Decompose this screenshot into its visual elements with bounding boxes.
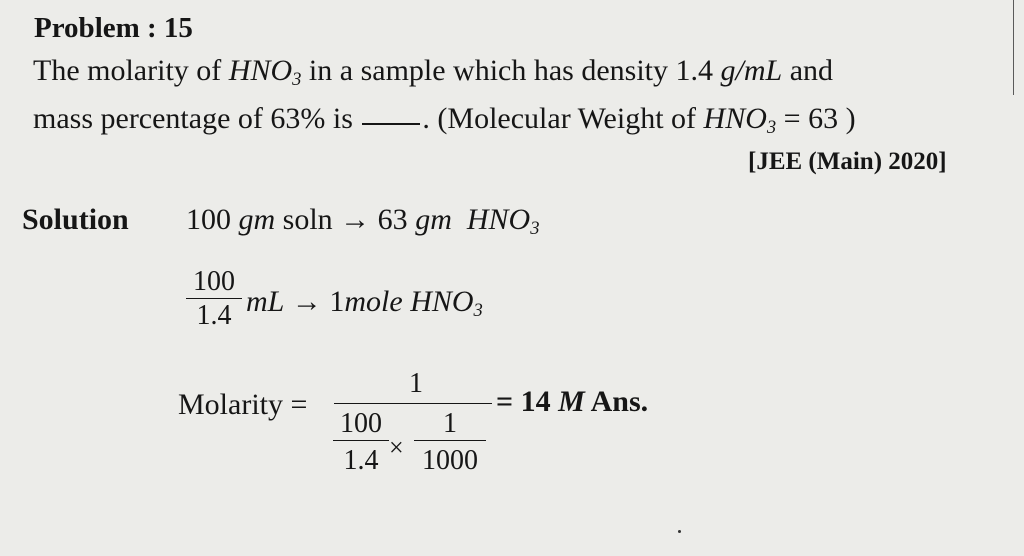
unit-molar: M <box>558 385 585 418</box>
unit-gm: gm <box>415 203 452 236</box>
fraction-100-over-1.4 <box>186 266 242 333</box>
unit-ml: mL <box>246 285 285 318</box>
main-fraction-bar <box>334 403 492 404</box>
solution-step-1: 100 gm soln → 63 gm $HNO_3$ <box>186 203 540 240</box>
solution-step-2: mL → 1mole $HNO_3$ <box>246 285 483 322</box>
formula-hno3: $HNO_3$ <box>703 102 777 139</box>
solution-label: Solution <box>22 203 129 236</box>
molarity-label: Molarity = <box>178 388 308 421</box>
fraction-denominator: 1.4 <box>343 445 379 476</box>
problem-statement-line-2 <box>33 102 856 139</box>
fraction-denominator: 1.4 <box>196 300 232 331</box>
problem-title: Problem : 15 <box>34 12 193 44</box>
fraction-denominator: 1000 <box>422 445 478 476</box>
fraction-numerator: 100 <box>193 266 235 297</box>
main-numerator: 1 <box>409 368 423 399</box>
times-sign: × <box>389 433 404 462</box>
fraction-100-over-1.4 <box>333 408 389 481</box>
final-answer: = 14 M Ans. <box>496 385 649 418</box>
print-speck <box>678 530 681 533</box>
text: . (Molecular Weight of <box>422 102 704 135</box>
mole-word: mole <box>344 285 403 318</box>
formula-hno3: $HNO_3$ <box>410 285 483 322</box>
text: The molarity of <box>33 54 229 87</box>
fraction-numerator: 1 <box>443 408 457 439</box>
text: and <box>782 54 834 87</box>
fraction-1-over-1000 <box>414 408 486 481</box>
text: = 63 ) <box>776 102 856 135</box>
page-edge-line <box>1013 0 1014 95</box>
unit-gm: gm <box>238 203 276 236</box>
problem-statement-line-1 <box>33 54 834 91</box>
text: in a sample which has density 1.4 <box>301 54 721 87</box>
formula-hno3: $HNO_3$ <box>466 203 540 240</box>
answer-blank <box>362 123 420 125</box>
text: mass percentage of 63% is <box>33 102 361 135</box>
exam-tag: [JEE (Main) 2020] <box>748 148 947 175</box>
formula-hno3: $HNO_3$ <box>228 54 302 91</box>
fraction-numerator: 100 <box>340 408 382 439</box>
unit-density: g/mL <box>720 54 783 87</box>
